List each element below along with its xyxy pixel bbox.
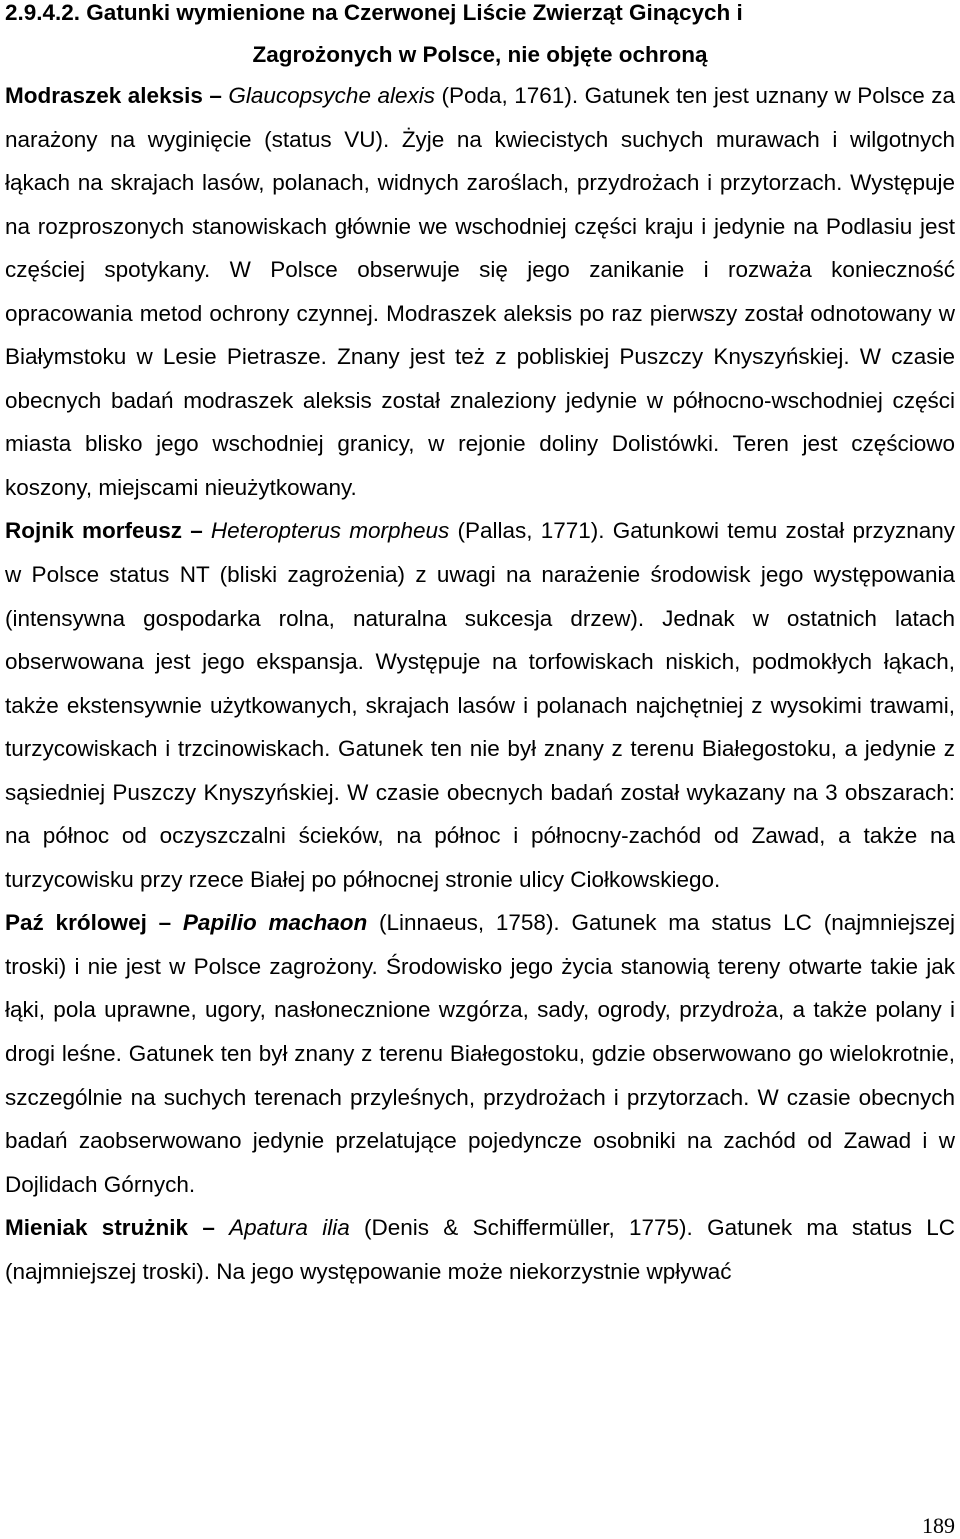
species-description: (Linnaeus, 1758). Gatunek ma status LC (najmniejszej troski) i nie jest w Polsce zagrożony. Środowisko jego życia stanowią tereny otwarte takie jak łąki, pola uprawne, ugory, nasłonecznione wzgórza, sady, ogrody, przydroża, a także polany i drogi leśne. Gatunek ten był znany z terenu Białegostoku, gdzie obserwowano go wielokrotnie, szczególnie na suchych terenach przyleśnych, przydrożach i przytorzach. W czasie obecnych badań zaobserwowano jedynie przelatujące pojedyncze osobniki na zachód od Zawad i w Dojlidach Górnych. xyxy=(5,910,955,1197)
section-heading-line2: Zagrożonych w Polsce, nie objęte ochroną xyxy=(252,42,708,67)
species-paragraph-modraszek xyxy=(5,74,955,509)
species-description: (Pallas, 1771). Gatunkowi temu został przyznany w Polsce status NT (bliski zagrożenia) z uwagi na narażenie środowisk jego występowania (intensywna gospodarka rolna, naturalna sukcesja drzew). Jednak w ostatnich latach obserwowana jest jego ekspansja. Występuje na torfowiskach niskich, podmokłych łąkach, także ekstensywnie użytkowanych, skrajach lasów i polanach najchętniej z wysokimi trawami, turzycowiskach i trzcinowiskach. Gatunek ten nie był znany z terenu Białegostoku, a jedynie z sąsiedniej Puszczy Knyszyńskiej. W czasie obecnych badań został wykazany na 3 obszarach: na północ od oczyszczalni ścieków, na północ i północny-zachód od Zawad, a także na turzycowisku przy rzece Białej po północnej stronie ulicy Ciołkowskiego. xyxy=(5,518,955,892)
species-dash: – xyxy=(146,910,183,936)
species-latin-name: Apatura ilia xyxy=(229,1215,350,1241)
species-name: Modraszek aleksis xyxy=(5,83,203,108)
species-paragraph-paz xyxy=(5,901,955,1206)
species-name: Paź królowej xyxy=(5,910,147,936)
species-paragraph-rojnik xyxy=(5,509,955,901)
species-latin-name: Heteropterus morpheus xyxy=(210,518,450,544)
species-name: Rojnik morfeusz xyxy=(5,518,182,544)
body-text xyxy=(5,74,955,1293)
species-description: (Denis & Schiffermüller, 1775). Gatunek ma status LC (najmniejszej troski). Na jego występowanie może niekorzystnie wpływać xyxy=(5,1215,955,1284)
species-description: (Poda, 1761). Gatunek ten jest uznany w Polsce za narażony na wyginięcie (status VU). Żyje na kwiecistych suchych murawach i wilgotnych łąkach na skrajach lasów, polanach, widnych zaroślach, przydrożach i przytorzach. Występuje na rozproszonych stanowiskach głównie we wschodniej części kraju i jedynie na Podlasiu jest częściej spotykany. W Polsce obserwuje się jego zanikanie i rozważa konieczność opracowania metod ochrony czynnej. Modraszek aleksis po raz pierwszy został odnotowany w Białymstoku w Lesie Pietrasze. Znany jest też z pobliskiej Puszczy Knyszyńskiej. W czasie obecnych badań modraszek aleksis został znaleziony jedynie w północno-wschodniej części miasta blisko jego wschodniej granicy, w rejonie doliny Dolistówki. Teren jest częściowo koszony, miejscami nieużytkowany. xyxy=(5,83,955,500)
species-latin-name: Glaucopsyche alexis xyxy=(228,83,435,108)
section-heading-line1: 2.9.4.2. Gatunki wymienione na Czerwonej Liście Zwierząt Ginących i xyxy=(5,0,743,25)
species-paragraph-mieniak xyxy=(5,1206,955,1293)
page-number: 189 xyxy=(922,1513,955,1538)
species-dash: – xyxy=(181,518,211,544)
species-dash: – xyxy=(202,83,229,108)
species-name: Mieniak strużnik xyxy=(5,1215,189,1241)
species-dash: – xyxy=(188,1215,230,1241)
species-latin-name: Papilio machaon xyxy=(182,910,368,936)
